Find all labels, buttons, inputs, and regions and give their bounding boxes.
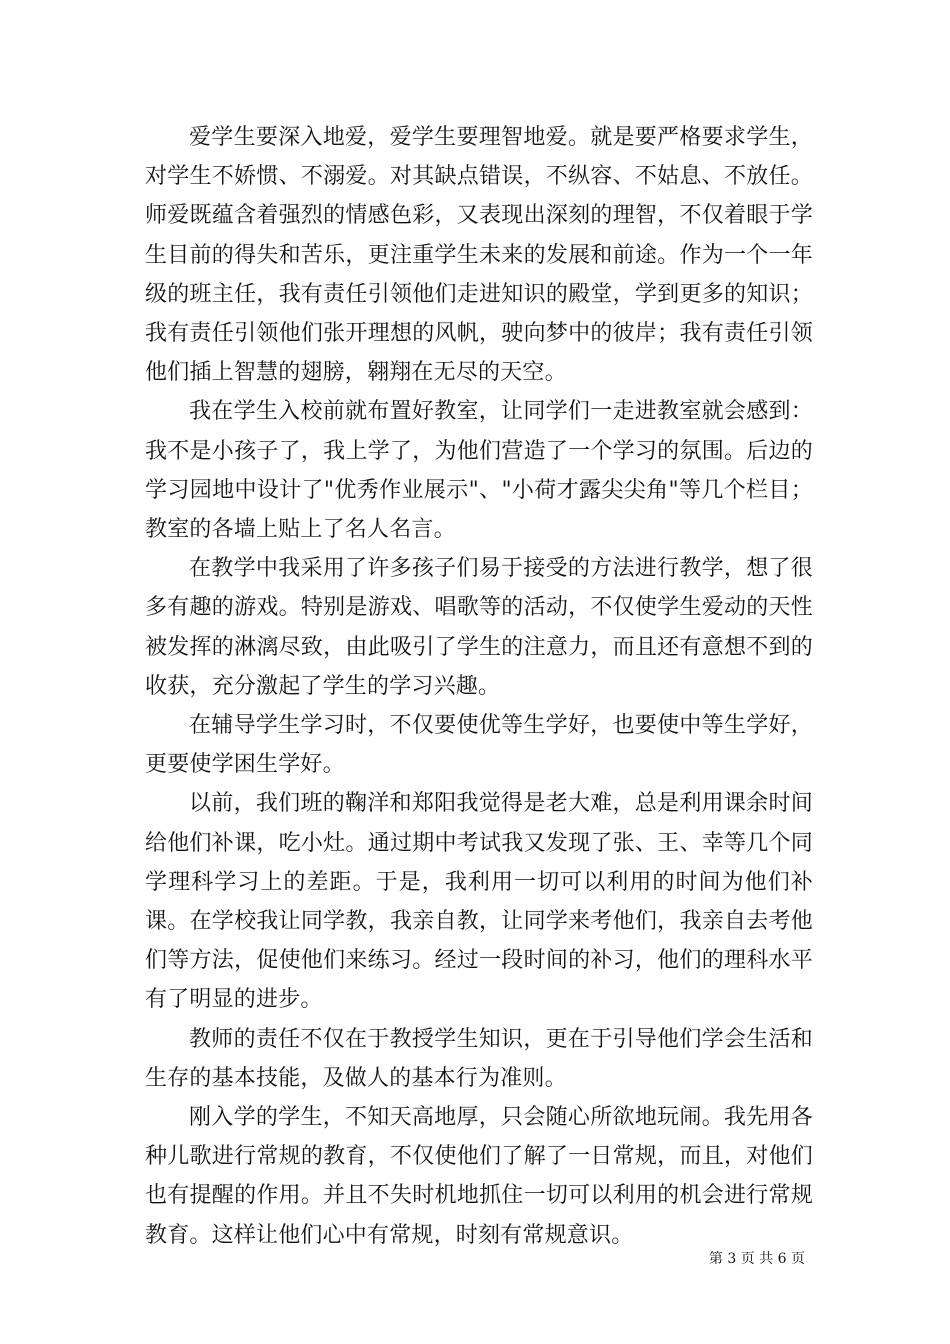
page-number-footer: 第 3 页 共 6 页	[708, 1251, 805, 1267]
paragraph: 刚入学的学生，不知天高地厚，只会随心所欲地玩闹。我先用各种儿歌进行常规的教育，不仅使他们了解了一日常规，而且，对他们也有提醒的作用。并且不失时机地抓住一切可以利用的机会进行常规教育。这样让他们心中有常规，时刻有常规意识。	[145, 1105, 813, 1248]
paragraph: 在辅导学生学习时，不仅要使优等生学好，也要使中等生学好，更要使学困生学好。	[145, 713, 813, 778]
paragraph: 我在学生入校前就布置好教室，让同学们一走进教室就会感到：我不是小孩子了，我上学了，为他们营造了一个学习的氛围。后边的学习园地中设计了"优秀作业展示"、"小荷才露尖尖角"等几个栏目；教室的各墙上贴上了名人名言。	[145, 399, 813, 543]
document-body	[145, 118, 813, 1255]
paragraph: 以前，我们班的鞠洋和郑阳我觉得是老大难，总是利用课余时间给他们补课，吃小灶。通过期中考试我又发现了张、王、幸等几个同学理科学习上的差距。于是，我利用一切可以利用的时间为他们补课。在学校我让同学教，我亲自教，让同学来考他们，我亲自去考他们等方法，促使他们来练习。经过一段时间的补习，他们的理科水平有了明显的进步。	[145, 791, 813, 1013]
paragraph: 爱学生要深入地爱，爱学生要理智地爱。就是要严格要求学生，对学生不娇惯、不溺爱。对其缺点错误，不纵容、不姑息、不放任。师爱既蕴含着强烈的情感色彩，又表现出深刻的理智，不仅着眼于学生目前的得失和苦乐，更注重学生未来的发展和前途。作为一个一年级的班主任，我有责任引领他们走进知识的殿堂，学到更多的知识；我有责任引领他们张开理想的风帆，驶向梦中的彼岸；我有责任引领他们插上智慧的翅膀，翱翔在无尽的天空。	[145, 125, 813, 386]
paragraph: 在教学中我采用了许多孩子们易于接受的方法进行教学，想了很多有趣的游戏。特别是游戏、唱歌等的活动，不仅使学生爱动的天性被发挥的淋漓尽致，由此吸引了学生的注意力，而且还有意想不到的收获，充分激起了学生的学习兴趣。	[145, 556, 813, 699]
paragraph: 教师的责任不仅在于教授学生知识，更在于引导他们学会生活和生存的基本技能，及做人的基本行为准则。	[145, 1026, 813, 1091]
